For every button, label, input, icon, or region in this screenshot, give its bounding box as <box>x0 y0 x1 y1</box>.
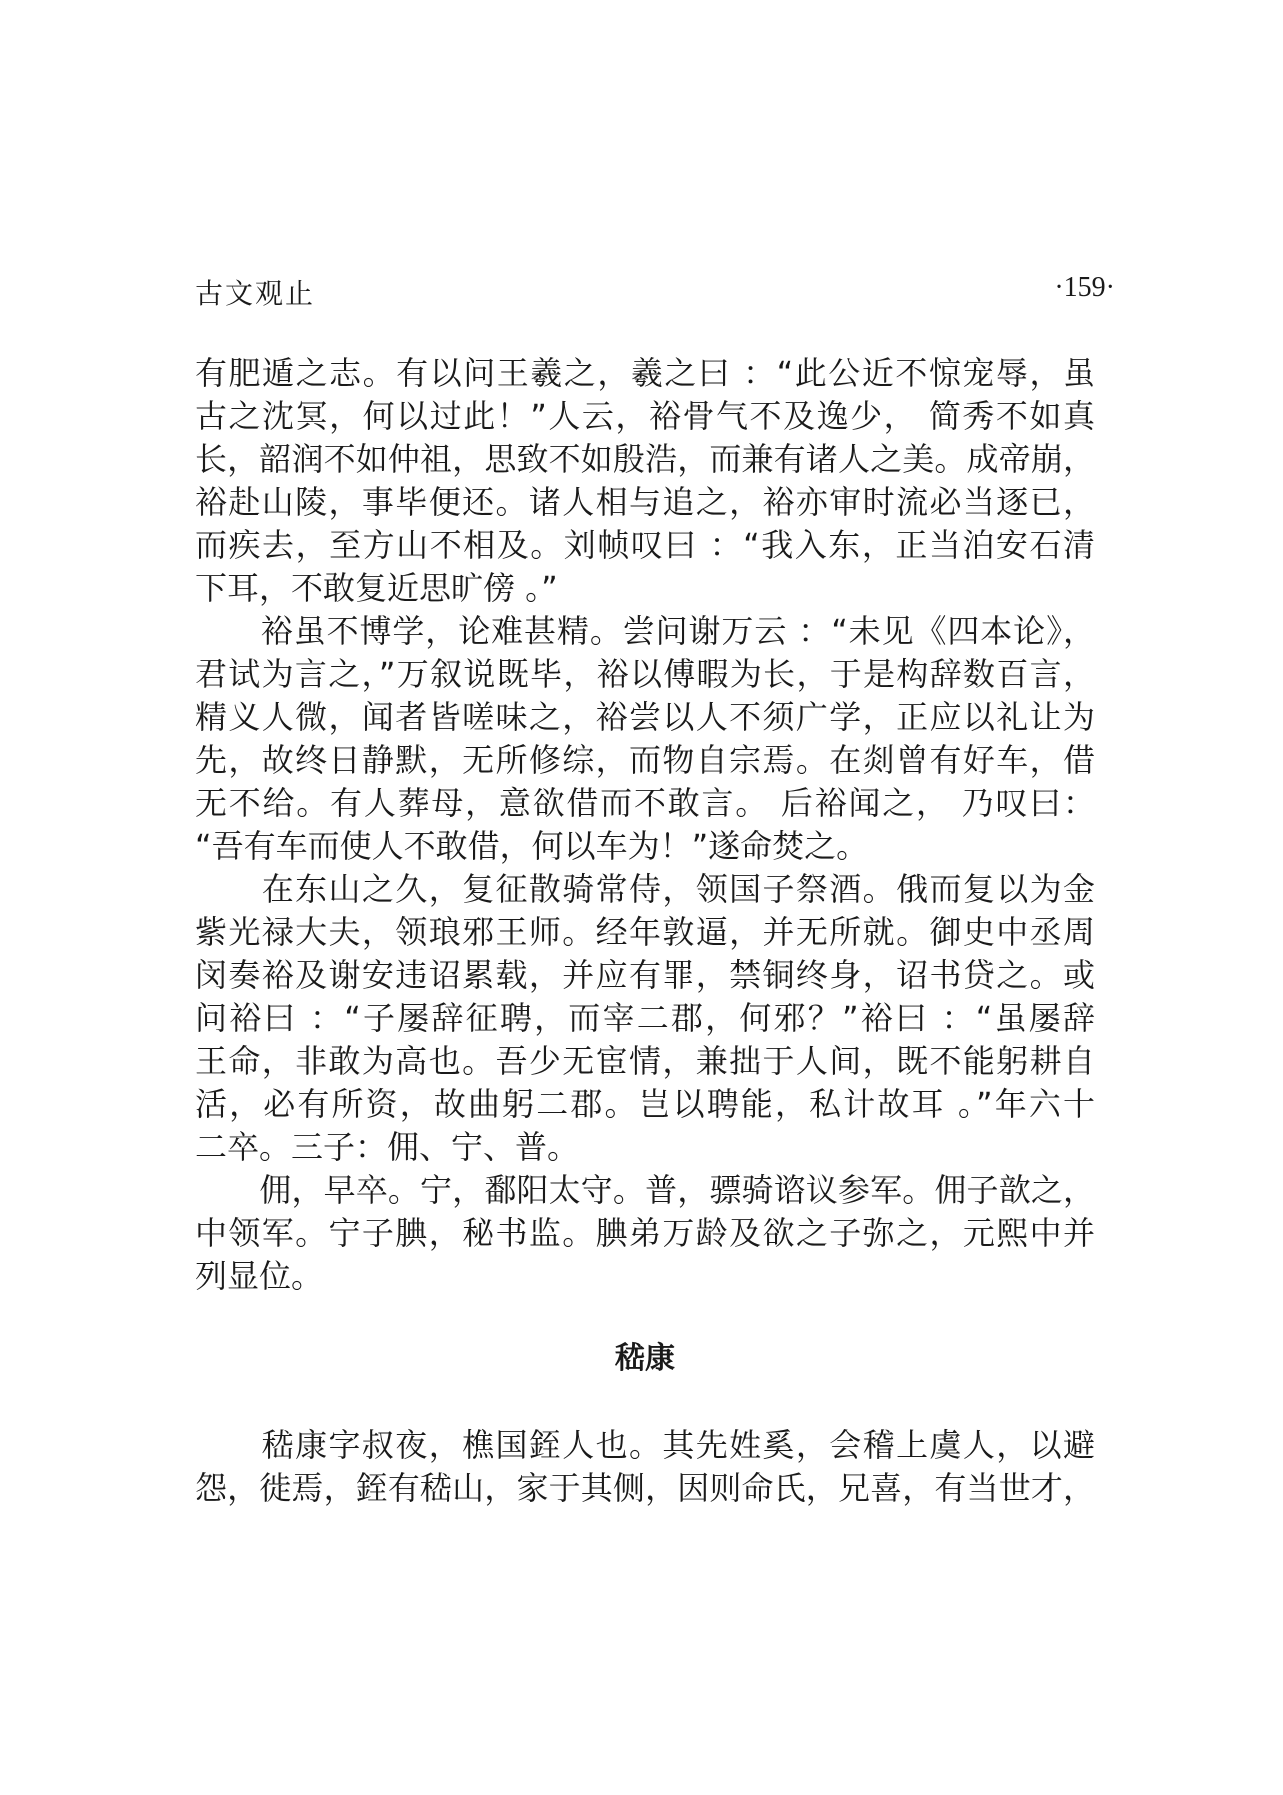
text-line: 闵奏裕及谢安违诏累载，并应有罪，禁铜终身，诏书贷之。或 <box>195 956 1095 994</box>
text-line: 中领军。宁子腆，秘书监。腆弟万龄及欲之子弥之，元熙中并 <box>195 1214 1095 1252</box>
text-line: 问裕曰 ：“子屡辞征聘，而宰二郡，何邪？”裕曰 ：“虽屡辞 <box>195 999 1095 1037</box>
text-line: 佣，早卒。宁，鄱阳太守。普，骠骑谘议参军。佣子歆之， <box>195 1171 1095 1209</box>
running-header <box>195 272 1115 312</box>
text-line: 长，韶润不如仲祖，思致不如殷浩，而兼有诸人之美。成帝崩， <box>195 440 1095 478</box>
section-heading: 嵇康 <box>615 1341 675 1376</box>
text-line: 先，故终日静默，无所修综，而物自宗焉。在剡曾有好车，借 <box>195 741 1095 779</box>
text-line: 在东山之久，复征散骑常侍，领国子祭酒。俄而复以为金 <box>195 870 1095 908</box>
text-line: 下耳，不敢复近思旷傍 。” <box>195 569 558 607</box>
text-line: 无不给。有人葬母，意欲借而不敢言。 后裕闻之， 乃叹曰： <box>195 784 1095 822</box>
text-line: 列显位。 <box>195 1257 324 1295</box>
text-line: 二卒。三子：佣、宁、普。 <box>195 1128 580 1166</box>
text-line: 紫光禄大夫，领琅邪王师。经年敦逼，并无所就。御史中丞周 <box>195 913 1095 951</box>
page-number: ·159· <box>1054 272 1115 303</box>
text-line: 君试为言之，”万叙说既毕，裕以傅暇为长，于是构辞数百言， <box>195 655 1095 693</box>
text-line: 裕虽不博学，论难甚精。尝问谢万云 ：“未见《四本论》， <box>195 612 1095 650</box>
text-line: 古之沈冥，何以过此！”人云，裕骨气不及逸少， 简秀不如真 <box>195 397 1095 435</box>
book-title: 古文观止 <box>195 277 316 310</box>
text-line: 活，必有所资，故曲躬二郡。岂以聘能，私计故耳 。”年六十 <box>195 1085 1095 1123</box>
main-text-block <box>195 352 1095 1298</box>
section-text-block <box>195 1424 1095 1510</box>
text-line: 裕赴山陵，事毕便还。诸人相与追之，裕亦审时流必当逐已， <box>195 483 1095 521</box>
text-line: 怨，徙焉，銍有嵇山，家于其侧，因则命氏，兄喜，有当世才， <box>195 1469 1095 1507</box>
text-line: 王命，非敢为高也。吾少无宦情，兼拙于人间，既不能躬耕自 <box>195 1042 1095 1080</box>
text-line: 而疾去，至方山不相及。刘帧叹曰 ：“我入东，正当泊安石清 <box>195 526 1095 564</box>
text-line: 精义人微，闻者皆嗟味之，裕尝以人不须广学，正应以礼让为 <box>195 698 1095 736</box>
text-line: “吾有车而使人不敢借，何以车为！”遂命焚之。 <box>195 827 869 865</box>
text-line: 嵇康字叔夜，樵国銍人也。其先姓奚，会稽上虞人，以避 <box>195 1426 1095 1464</box>
text-line: 有肥遁之志。有以问王羲之，羲之曰 ：“此公近不惊宠辱，虽 <box>195 354 1095 392</box>
